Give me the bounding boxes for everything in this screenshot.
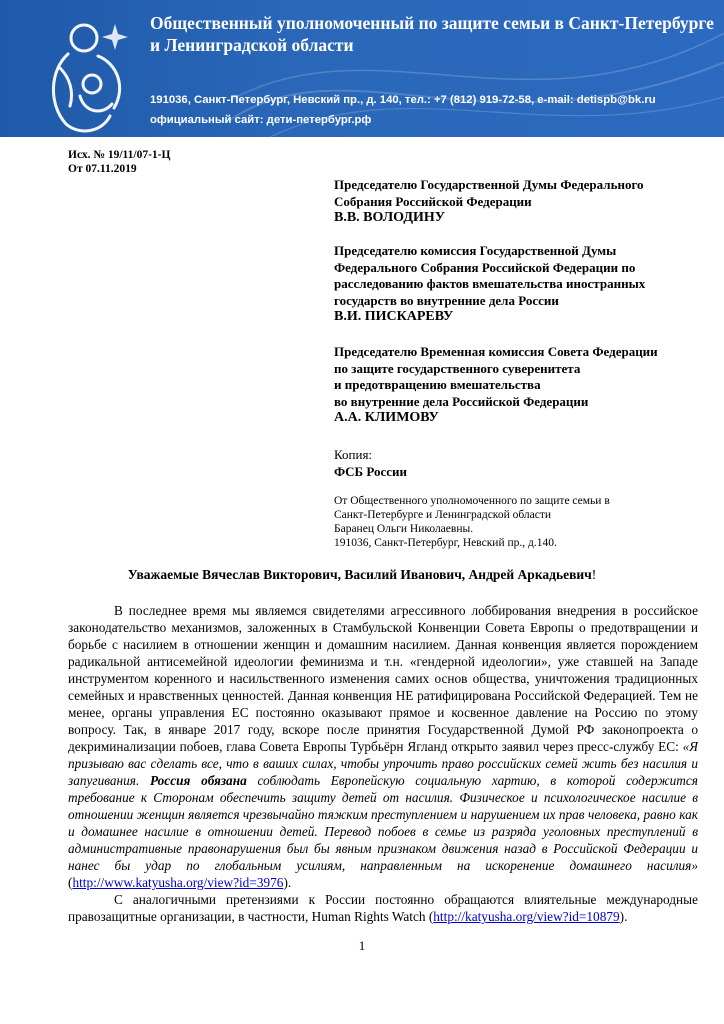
copy-block [334,447,407,480]
addressee-line: государств во внутренние дела России [334,292,559,308]
quote-emphasis: Россия обязана [150,773,247,788]
addressee-line: Собрания Российской Федерации [334,193,532,209]
page-number: 1 [358,938,366,953]
paragraph-1-text: В последнее время мы являемся свидетелями агрессивного лоббирования внедрения в российское законодательство механизмов, заложенных в Стамбульской Конвенции Совета Европы о предотвращении и борьбе с насилием в отношении женщин и домашним насилием. Данная конвенция является порождением радикальной антисемейной идеологии феминизма и т.н. «гендерной идеологии», уже ставшей на Западе инструментом коренного и насильственного изменения самих основ общества, уничтожения традиционных семейных и нравственных ценностей. Данная конвенция НЕ ратифицирована Российской Федерацией. Тем не менее, органы управления ЕС постоянно оказывают прямое и косвенное давление на Россию по этому вопросу. Так, в январе 2017 году, вскоре после принятия Государственной Думой РФ законопроекта о декриминализации побоев, глава Совета Европы Турбьёрн Ягланд открыто заявил через пресс-службу ЕС: [68,603,698,754]
addressee-block-2 [334,243,694,326]
sender-line: Санкт-Петербурге и Ленинградской области [334,509,552,521]
addressee-line: по защите государственного суверенитета [334,360,581,376]
paragraph-2-text: С аналогичными претензиями к России постоянно обращаются влиятельные международные правозащитные организации, в частности, Human Rights Watch ( [68,892,698,924]
sender-line: 191036, Санкт-Петербург, Невский пр., д.140. [334,537,557,549]
addressee-name: А.А. КЛИМОВУ [334,410,439,425]
letterhead-title [150,12,718,56]
letterhead-contacts [150,90,718,130]
letterhead-title-line1: Общественный уполномоченный по защите семьи в Санкт-Петербурге [150,13,714,33]
addressee-name: В.В. ВОЛОДИНУ [334,210,446,225]
addressee-block-1 [334,177,694,227]
link-close-paren: ). [283,875,292,890]
outgoing-date: От 07.11.2019 [68,163,137,175]
letter-body [68,602,698,925]
paragraph-2-close: ). [619,909,628,924]
addressee-line: Председателю комиссия Государственной Думы [334,243,617,258]
addressee-line: Председателю Государственной Думы Федерального [334,177,644,192]
quote-part1: «Я призываю вас сделать все, что в ваших силах, чтобы упрочить право российских семей жить без насилия и запугивания. [68,739,698,788]
paragraph-1 [68,602,698,891]
addressee-line: и предотвращению вмешательства [334,377,541,392]
sender-line: От Общественного уполномоченного по защите семьи в [334,495,610,507]
outgoing-reference [68,148,170,176]
quote-part2: соблюдать Европейскую социальную хартию, в которой содержится требование к Сторонам обеспечить защиту детей от насилия. Физическое и психологическое насилие в отношении женщин является чрезвычайно тяжким преступлением и нарушением их прав человека, равно как и домашнее насилие в отношении детей. Перевод побоев в семье из разряда уголовных преступлений в административные правонарушения был бы явным признаком движения назад в Российской Федерации и нанес бы удар по глобальным усилиям, направленным на искоренение домашнего насилия» [68,773,698,873]
outgoing-number: Исх. № 19/11/07-1-Ц [68,149,171,161]
copy-label: Копия: [334,447,373,462]
link-open-paren: ( [68,875,73,890]
addressee-block-3 [334,344,694,427]
letterhead-title-line2: и Ленинградской области [150,35,354,55]
sender-block [334,494,694,550]
source-link-1[interactable]: http://www.katyusha.org/view?id=3976 [72,875,284,890]
family-logo-icon [40,8,152,136]
website-line: официальный сайт: дети-петербург.рф [150,114,372,126]
addressee-line: Председателю Временная комиссия Совета Федерации [334,344,658,359]
copy-organization: ФСБ России [334,463,408,479]
addressee-line: Федерального Собрания Российской Федерации по [334,259,636,275]
contacts-line: 191036, Санкт-Петербург, Невский пр., д. 140, тел.: +7 (812) 919-72-58, e-mail: detispb@bk.ru [150,94,656,106]
addressee-name: В.И. ПИСКАРЕВУ [334,309,454,324]
salutation-text: Уважаемые Вячеслав Викторович, Василий Иванович, Андрей Аркадьевич [127,567,592,582]
salutation [0,567,724,583]
source-link-2[interactable]: http://katyusha.org/view?id=10879 [433,909,620,924]
sender-line: Баранец Ольги Николаевны. [334,523,474,535]
salutation-exclamation: ! [591,567,597,582]
letterhead-banner [0,0,724,137]
addressee-line: расследованию фактов вмешательства иностранных [334,276,646,291]
paragraph-2 [68,891,698,925]
addressee-line: во внутренние дела Российской Федерации [334,393,589,409]
